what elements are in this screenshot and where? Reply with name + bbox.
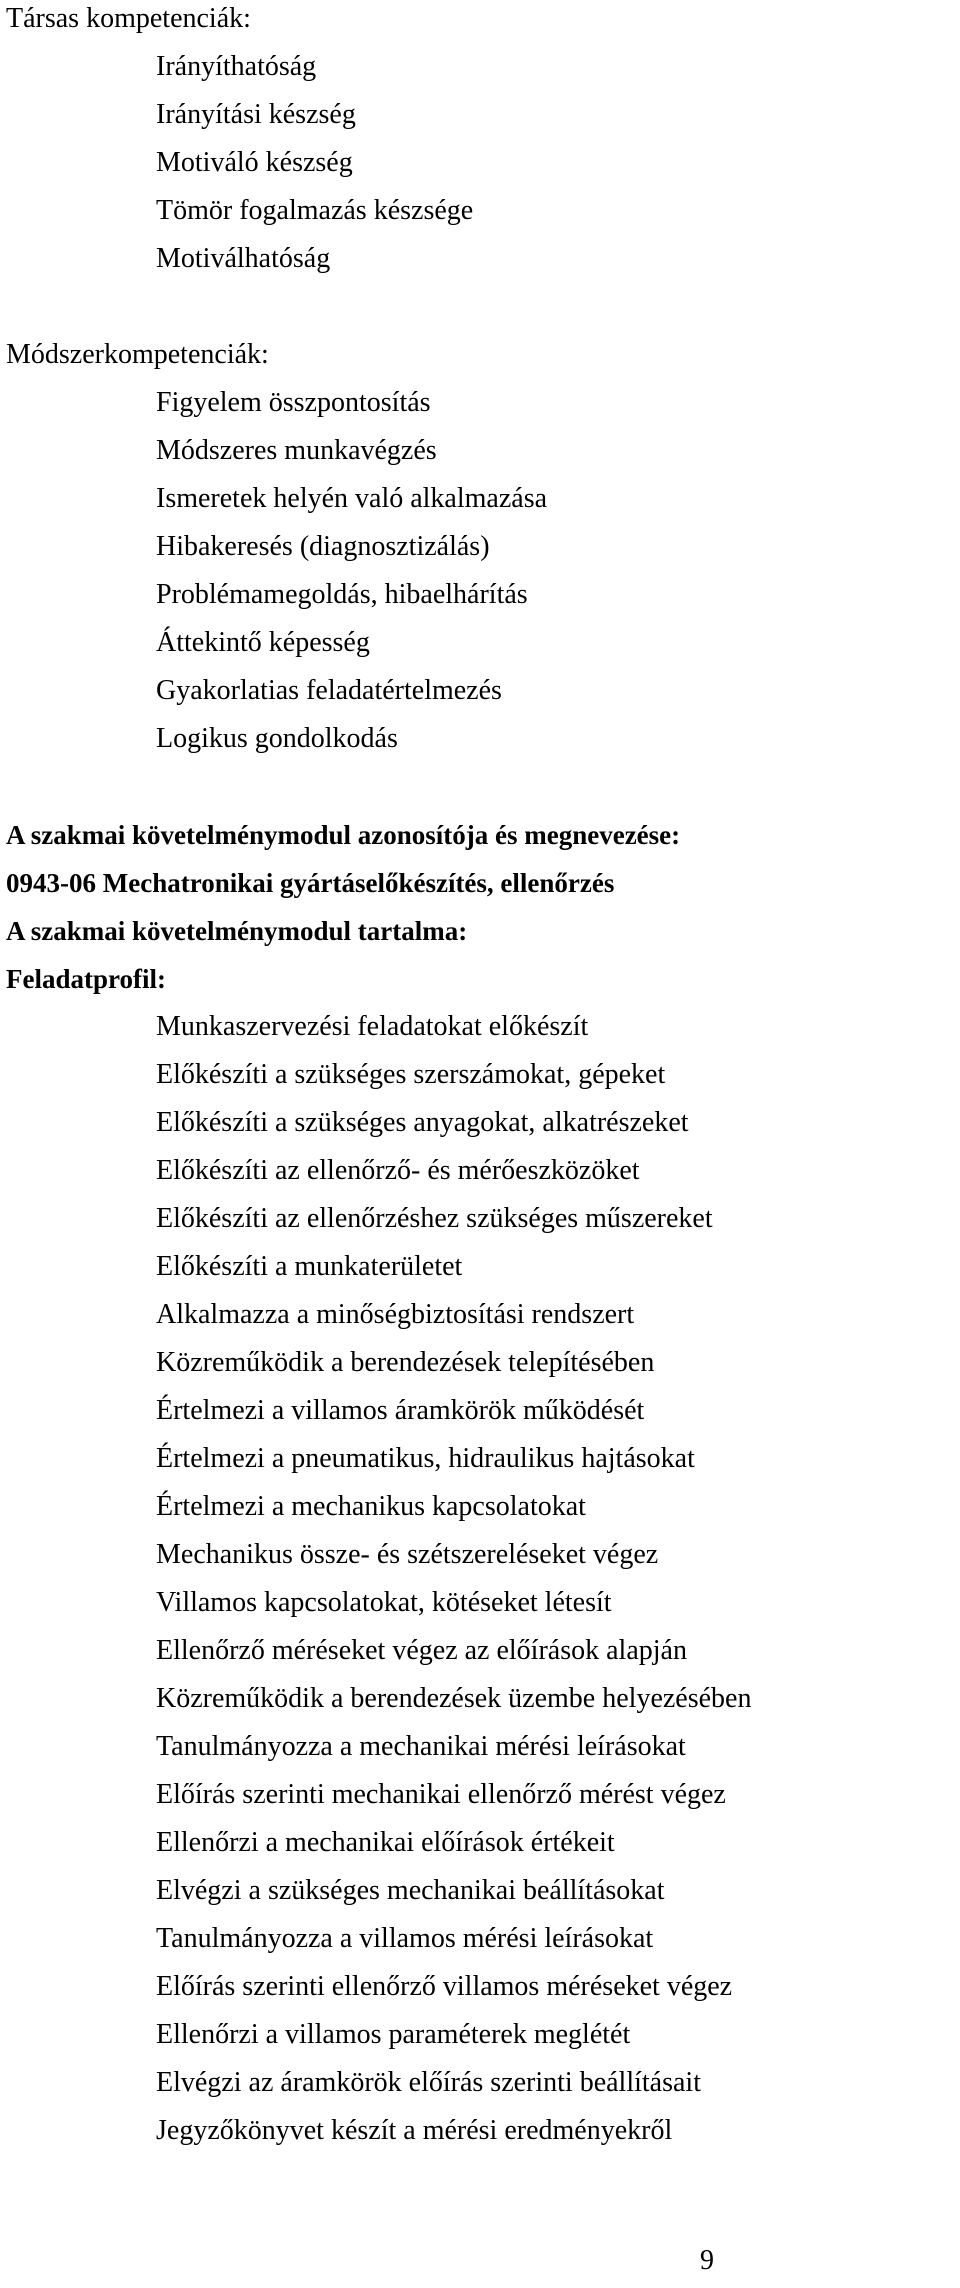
page-number: 9	[700, 2245, 714, 2276]
list-item: Tanulmányozza a mechanikai mérési leírásokat	[156, 1731, 686, 1762]
list-item: Módszeres munkavégzés	[156, 435, 437, 466]
list-item: Előkészíti a szükséges anyagokat, alkatrészeket	[156, 1107, 689, 1138]
list-item: Áttekintő képesség	[156, 627, 370, 658]
list-item: Előírás szerinti ellenőrző villamos méréseket végez	[156, 1971, 733, 2002]
list-item: Előírás szerinti mechanikai ellenőrző mérést végez	[156, 1779, 726, 1810]
list-item: Közreműködik a berendezések telepítésében	[156, 1347, 655, 1378]
list-item: Irányíthatóság	[156, 51, 317, 82]
list-item: Előkészíti az ellenőrző- és mérőeszközöket	[156, 1155, 640, 1186]
list-item: Ellenőrzi a mechanikai előírások értékeit	[156, 1827, 615, 1858]
list-item: Ismeretek helyén való alkalmazása	[156, 483, 548, 514]
task-profile-heading: Feladatprofil:	[6, 964, 166, 994]
list-item: Jegyzőkönyvet készít a mérési eredményekről	[156, 2115, 673, 2146]
list-item: Előkészíti a munkaterületet	[156, 1251, 463, 1282]
list-item: Problémamegoldás, hibaelhárítás	[156, 579, 528, 610]
list-item: Villamos kapcsolatokat, kötéseket létesít	[156, 1587, 612, 1618]
list-item: Gyakorlatias feladatértelmezés	[156, 675, 502, 706]
list-item: Mechanikus össze- és szétszereléseket végez	[156, 1539, 659, 1570]
list-item: Közreműködik a berendezések üzembe helyezésében	[156, 1683, 752, 1714]
method-competences-heading: Módszerkompetenciák:	[6, 339, 269, 370]
list-item: Elvégzi a szükséges mechanikai beállításokat	[156, 1875, 665, 1906]
list-item: Munkaszervezési feladatokat előkészít	[156, 1011, 589, 1042]
list-item: Előkészíti a szükséges szerszámokat, gépeket	[156, 1059, 666, 1090]
list-item: Irányítási készség	[156, 99, 356, 130]
list-item: Motiváló készség	[156, 147, 353, 178]
module-content-heading: A szakmai követelménymodul tartalma:	[6, 916, 468, 946]
list-item: Előkészíti az ellenőrzéshez szükséges műszereket	[156, 1203, 713, 1234]
list-item: Tanulmányozza a villamos mérési leírásokat	[156, 1923, 654, 1954]
list-item: Motiválhatóság	[156, 243, 331, 274]
list-item: Hibakeresés (diagnosztizálás)	[156, 531, 490, 562]
list-item: Ellenőrző méréseket végez az előírások alapján	[156, 1635, 687, 1666]
list-item: Értelmezi a mechanikus kapcsolatokat	[156, 1491, 586, 1522]
list-item: Ellenőrzi a villamos paraméterek meglétét	[156, 2019, 631, 2050]
list-item: Logikus gondolkodás	[156, 723, 398, 754]
list-item: Alkalmazza a minőségbiztosítási rendszert	[156, 1299, 635, 1330]
list-item: Értelmezi a villamos áramkörök működését	[156, 1395, 645, 1426]
list-item: Tömör fogalmazás készsége	[156, 195, 474, 226]
social-competences-heading: Társas kompetenciák:	[6, 3, 251, 34]
list-item: Értelmezi a pneumatikus, hidraulikus hajtásokat	[156, 1443, 695, 1474]
list-item: Elvégzi az áramkörök előírás szerinti beállításait	[156, 2067, 701, 2098]
module-id-heading: A szakmai követelménymodul azonosítója és megnevezése:	[6, 820, 681, 850]
module-id-name: 0943-06 Mechatronikai gyártáselőkészítés, ellenőrzés	[6, 868, 615, 898]
list-item: Figyelem összpontosítás	[156, 387, 431, 418]
